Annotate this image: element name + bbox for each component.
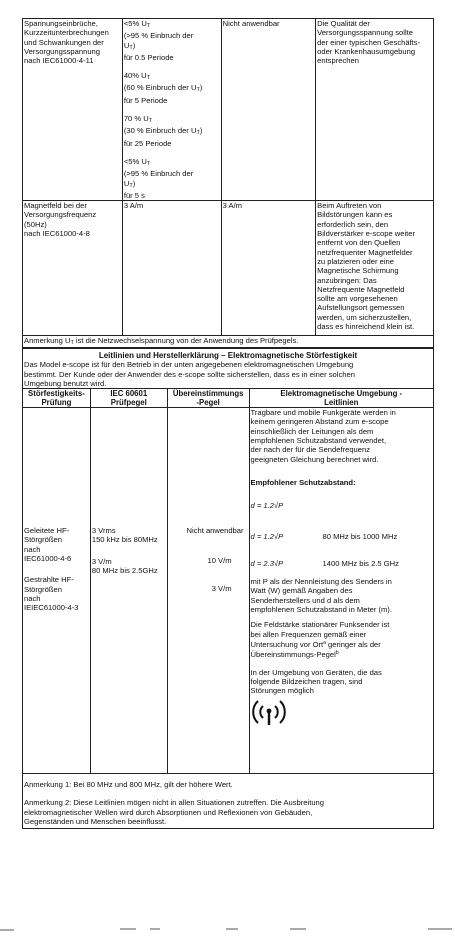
text-line: für 5 Periode — [123, 95, 168, 105]
text-line: Die Feldstärke stationärer Funksender ist — [250, 620, 390, 630]
note-2: Anmerkung 2: Diese Leitlinien mögen nicht in allen Situationen zutreffen. Die Ausbreitung — [24, 798, 324, 808]
text-line: Netzfrequente Magnetfeld — [317, 284, 405, 294]
text-line: Nicht anwendbar — [186, 526, 244, 536]
text-line: 40% UT — [123, 71, 150, 82]
formula: d = 1.2√P — [250, 501, 284, 511]
table-row — [23, 201, 434, 336]
test-level-cell — [90, 408, 167, 774]
text-line: Untersuchung vor Ort$^a$ geringer als der — [250, 639, 381, 649]
column-header: Elektromagnetische Umgebung - Leitlinien — [249, 389, 433, 408]
text-line: Versorgungsspannung — [24, 46, 100, 56]
test-level-cell — [122, 201, 221, 336]
formula-row: d = 1.2√P 80 MHz bis 1000 MHz — [250, 531, 398, 541]
text-line: In der Umgebung von Geräten, die das — [250, 667, 382, 677]
text-line: (60 % Einbruch der UT) — [123, 83, 203, 94]
text-line: <5% UT — [123, 156, 151, 167]
compliance-cell — [221, 201, 316, 336]
text-line: Übereinstimmungs-Pegel$^b$ — [250, 650, 339, 660]
text-line: 3 A/m — [222, 201, 243, 211]
table-row — [23, 348, 434, 389]
table-row — [23, 19, 434, 201]
text-line: Geleitete HF- — [24, 526, 70, 536]
text-line: entsprechen — [317, 56, 359, 66]
text-line: nach — [24, 593, 41, 603]
text-line: IEIEC61000-4-3 — [24, 603, 79, 613]
text-line: Störgrößen — [24, 535, 62, 545]
text-line: keinem geringeren Abstand zum e-scope — [250, 417, 389, 427]
text-line: nach — [24, 544, 41, 554]
text-line: Spannungseinbrüche, — [24, 19, 98, 28]
test-cell — [23, 408, 91, 774]
text-line: erforderlich sein, den — [317, 219, 389, 229]
text-line: UT) — [123, 40, 136, 51]
text-line: Kurzzeitunterbrechungen — [24, 28, 109, 38]
text-line: mit P als der Nennleistung des Senders in — [250, 577, 392, 587]
text-line: (50Hz) — [24, 219, 47, 229]
text-line: IEC61000-4-6 — [24, 554, 72, 564]
text-line: Störungen möglich — [250, 686, 314, 696]
text-line: dass es hinreichend klein ist. — [317, 322, 415, 332]
text-line: 3 Vrms — [91, 526, 116, 536]
text-line: empfohlenen Schutzabstand in Meter (m). — [250, 605, 392, 615]
text-line: Magnetische Schirmung — [317, 266, 399, 276]
phenomenon-cell — [23, 201, 123, 336]
text-line: 3 V/m — [91, 556, 112, 566]
text-line: Bildverstärker e-scope weiter — [317, 229, 416, 239]
text-line: Versorgungsspannung sollte — [317, 28, 413, 38]
immunity-table-1 — [22, 18, 434, 349]
text-line: Beim Auftreten von — [317, 201, 382, 211]
test-level-cell — [122, 19, 221, 201]
text-line: 3 A/m — [123, 201, 144, 211]
text-line: Nicht anwendbar — [222, 19, 280, 28]
text-line: bei allen Frequenzen gemäß einer — [250, 629, 367, 639]
text-line: UT) — [123, 178, 136, 189]
table-note: Anmerkung UT ist die Netzwechselspannung von der Anwendung des Prüfpegels. — [23, 336, 434, 349]
text-line: der nach der für die Sendefrequenz — [250, 445, 371, 455]
text-line: Bildstörungen kann es — [317, 210, 393, 220]
text-line: folgende Bildzeichen tragen, sind — [250, 676, 363, 686]
immunity-table-2 — [22, 347, 434, 829]
text-line: 80 MHz bis 2.5GHz — [91, 566, 158, 576]
column-header: IEC 60601 Prüfpegel — [90, 389, 167, 408]
text-line: Versorgungsfrequenz — [24, 210, 97, 220]
table-title-cell — [23, 348, 434, 389]
text-line: empfohlenen Schutzabstand verwendet, — [250, 436, 387, 446]
text-line: der einer typischen Geschäfts- — [317, 37, 421, 47]
text-line: <5% UT — [123, 19, 151, 29]
text-line: Aufstellungsort gemessen — [317, 303, 405, 313]
note-2: elektromagnetischer Wellen wird durch Absorptionen und Reflexionen von Gebäuden, — [24, 807, 313, 817]
text-line: entfernt von den Quellen — [317, 238, 401, 248]
guidance-cell — [316, 19, 434, 201]
text-line: und Schwankungen der — [24, 37, 104, 47]
text-line: Umgebung benutzt wird. — [24, 378, 107, 388]
text-line: 70 % UT — [123, 114, 153, 125]
note-2: Gegenständen und Menschen beeinflusst. — [24, 817, 167, 827]
compliance-cell — [221, 19, 316, 201]
text-line: für 5 s — [123, 190, 145, 200]
text-line: für 0.5 Periode — [123, 52, 174, 62]
compliance-cell — [167, 408, 249, 774]
text-line: Watt (W) gemäß Angaben des — [250, 586, 353, 596]
text-line: für 25 Periode — [123, 138, 172, 148]
text-line: nach IEC61000-4-8 — [24, 229, 90, 239]
scan-edge-marks — [0, 925, 455, 933]
text-line: nach IEC61000-4-11 — [24, 56, 94, 66]
column-header: Störfestigkeits- Prüfung — [23, 389, 91, 408]
phenomenon-cell — [23, 19, 123, 201]
text-line: (>95 % Einbruch der — [123, 31, 194, 41]
note-1: Anmerkung 1: Bei 80 MHz und 800 MHz, gilt der höhere Wert. — [24, 780, 233, 790]
text-line: 10 V/m — [207, 556, 232, 566]
text-line: bestimmt. Der Kunde oder der Anwender des e-scope sollte sicherstellen, dass es in einer solchen — [24, 369, 355, 379]
table-header-row — [23, 389, 434, 408]
text-line: 150 kHz bis 80MHz — [91, 535, 158, 545]
text-line: (>95 % Einbruch der — [123, 169, 194, 179]
column-header: Übereinstimmungs -Pegel — [167, 389, 249, 408]
text-line: (30 % Einbruch der UT) — [123, 126, 203, 137]
text-line: werden, um sicherzustellen, — [317, 312, 412, 322]
text-line: einschließlich der Leitungen als dem — [250, 426, 374, 436]
text-line: Die Qualität der — [317, 19, 370, 28]
distance-heading: Empfohlener Schutzabstand: — [250, 477, 356, 487]
text-line: Tragbare und mobile Funkgeräte werden in — [250, 408, 396, 418]
text-line: 3 V/m — [211, 583, 232, 593]
guidance-cell — [249, 408, 433, 774]
table-title: Leitlinien und Herstellerklärung – Elektromagnetische Störfestigkeit — [98, 351, 358, 360]
text-line: geeigneten Gleichung berechnet wird. — [250, 454, 379, 464]
text-line: Gestrahlte HF- — [24, 575, 74, 585]
text-line: sollte am vorgesehenen — [317, 294, 398, 304]
text-line: Senderherstellers und d als dem — [250, 595, 360, 605]
text-line: netzfrequenter Magnetfelder — [317, 247, 413, 257]
text-line: oder Krankenhausumgebung — [317, 46, 416, 56]
formula-row: d = 2.3√P 1400 MHz bis 2.5 GHz — [250, 558, 399, 568]
text-line: Magnetfeld bei der — [24, 201, 87, 211]
table-row — [23, 408, 434, 774]
guidance-cell — [316, 201, 434, 336]
table-notes — [23, 774, 434, 829]
table-row — [23, 774, 434, 829]
text-line: Das Model e-scope ist für den Betrieb in der unten angegebenen elektromagnetischen Umgebung — [24, 360, 354, 370]
text-line: anzubringen: Das — [317, 275, 377, 285]
text-line: zu platzieren oder eine — [317, 256, 394, 266]
text-line: Störgrößen — [24, 584, 62, 594]
non-ionizing-radiation-icon — [251, 698, 287, 726]
